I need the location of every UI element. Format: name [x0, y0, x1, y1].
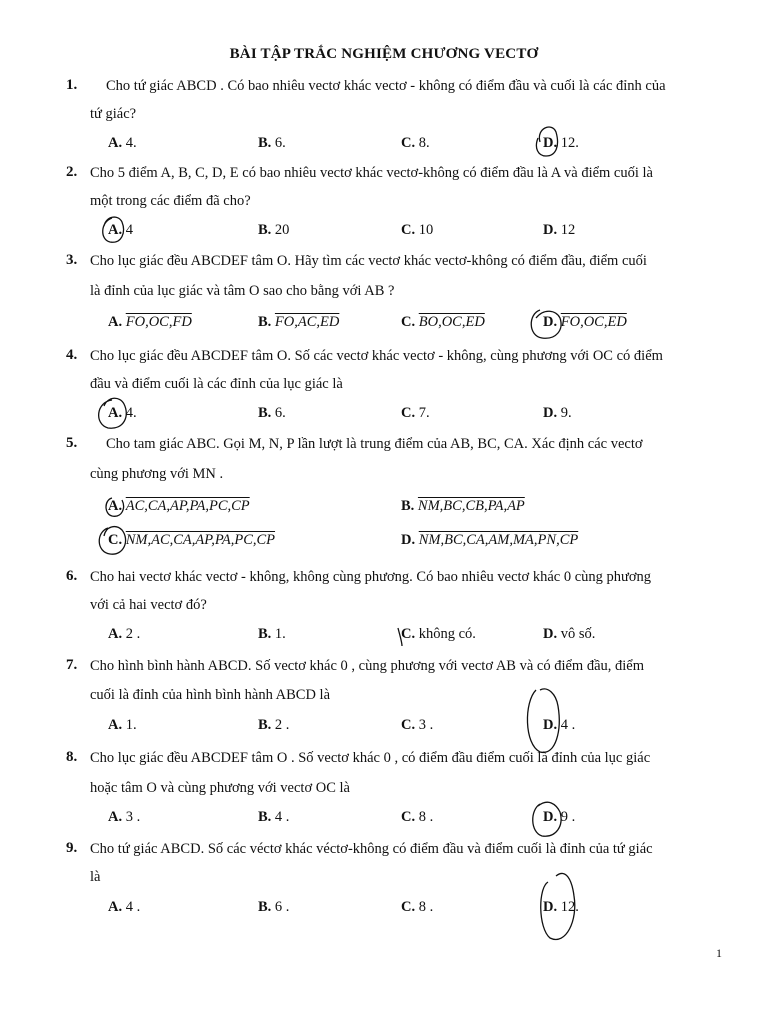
option-b[interactable]	[258, 222, 289, 239]
question-text: là đỉnh của lục giác và tâm O sao cho bằng với AB ?	[90, 283, 395, 299]
question-text: Cho tứ giác ABCD. Số các véctơ khác véctơ-không có điểm đầu và điểm cuối là đỉnh của tứ giác	[90, 841, 653, 857]
option-text: 4	[125, 222, 133, 238]
option-text: 7.	[418, 405, 430, 421]
option-text: BO,OC,ED	[418, 314, 485, 330]
option-label: C.	[401, 899, 416, 915]
question-text: Cho tứ giác ABCD . Có bao nhiêu vectơ khác vectơ - không có điểm đầu và cuối là các đỉnh của	[106, 78, 666, 94]
option-label: C.	[401, 405, 416, 421]
option-label: B.	[258, 717, 272, 733]
option-text: 9 .	[560, 809, 576, 825]
option-b[interactable]	[258, 135, 286, 152]
option-a[interactable]	[108, 626, 140, 643]
option-label: A.	[108, 222, 123, 238]
option-text: 4 .	[274, 809, 290, 825]
option-text: 6 .	[274, 899, 290, 915]
option-label: B.	[258, 405, 272, 421]
option-label: B.	[258, 135, 272, 151]
question-text: tứ giác?	[90, 106, 137, 122]
option-c[interactable]	[401, 314, 485, 331]
question-text: là	[90, 869, 101, 885]
option-a[interactable]	[108, 222, 133, 239]
option-label: B.	[258, 222, 272, 238]
option-b[interactable]	[401, 498, 525, 515]
question-number: 9.	[66, 840, 78, 856]
option-b[interactable]	[258, 626, 286, 643]
option-a[interactable]	[108, 717, 137, 734]
option-text: 6.	[274, 405, 286, 421]
option-c[interactable]	[401, 626, 476, 643]
question-number: 4.	[66, 347, 78, 363]
option-text: 3 .	[125, 809, 141, 825]
option-label: D.	[543, 899, 558, 915]
option-text: 6.	[274, 135, 286, 151]
option-c[interactable]	[401, 222, 433, 239]
option-d[interactable]	[543, 809, 575, 826]
option-c[interactable]	[401, 135, 430, 152]
option-text: 4.	[125, 135, 137, 151]
option-label: D.	[543, 626, 558, 642]
option-text: 12.	[560, 899, 579, 915]
question-number: 1.	[66, 77, 78, 93]
option-text: 10	[418, 222, 434, 238]
question-text: Cho tam giác ABC. Gọi M, N, P lần lượt là trung điểm của AB, BC, CA. Xác định các vectơ	[106, 436, 643, 452]
question-number: 5.	[66, 435, 78, 451]
option-text: 4.	[125, 405, 137, 421]
option-text: 20	[274, 222, 290, 238]
option-text: NM,AC,CA,AP,PA,PC,CP	[125, 532, 276, 548]
option-text: 2 .	[125, 626, 141, 642]
option-d[interactable]	[543, 899, 579, 916]
option-label: D.	[543, 405, 558, 421]
question-number: 7.	[66, 657, 78, 673]
option-label: C.	[401, 135, 416, 151]
option-a[interactable]	[108, 405, 137, 422]
option-label: C.	[401, 717, 416, 733]
option-text: FO,AC,ED	[274, 314, 340, 330]
option-text: 12	[560, 222, 576, 238]
option-label: A.	[108, 498, 123, 514]
option-a[interactable]	[108, 498, 250, 515]
option-label: B.	[258, 626, 272, 642]
option-label: D.	[543, 809, 558, 825]
option-label: C.	[401, 626, 416, 642]
option-label: A.	[108, 717, 123, 733]
option-b[interactable]	[258, 809, 289, 826]
question-text: Cho lục giác đều ABCDEF tâm O. Số các vectơ khác vectơ - không, cùng phương với OC có điểm	[90, 348, 663, 364]
option-a[interactable]	[108, 314, 192, 331]
option-text: 4 .	[560, 717, 576, 733]
option-d[interactable]	[543, 135, 579, 152]
option-text: 8 .	[418, 809, 434, 825]
question-text: cuối là đỉnh của hình bình hành ABCD là	[90, 687, 331, 703]
option-label: B.	[258, 314, 272, 330]
option-label: A.	[108, 809, 123, 825]
option-label: B.	[401, 498, 415, 514]
option-label: C.	[401, 222, 416, 238]
option-text: 2 .	[274, 717, 290, 733]
option-c[interactable]	[401, 809, 433, 826]
option-label: B.	[258, 899, 272, 915]
question-text: Cho hai vectơ khác vectơ - không, không cùng phương. Có bao nhiêu vectơ khác 0 cùng phương	[90, 569, 652, 585]
option-text: AC,CA,AP,PA,PC,CP	[125, 498, 250, 514]
question-text: hoặc tâm O và cùng phương với vectơ OC là	[90, 780, 350, 796]
option-label: A.	[108, 135, 123, 151]
option-text: 1.	[125, 717, 137, 733]
option-text: 3 .	[418, 717, 434, 733]
question-number: 8.	[66, 749, 78, 765]
option-label: C.	[401, 809, 416, 825]
option-c[interactable]	[401, 405, 430, 422]
question-text: đầu và điểm cuối là các đỉnh của lục giác là	[90, 376, 343, 392]
question-text: Cho hình bình hành ABCD. Số vectơ khác 0 , cùng phương với vectơ AB và có điểm đầu, điểm	[90, 658, 645, 674]
option-a[interactable]	[108, 135, 137, 152]
option-text: 8 .	[418, 899, 434, 915]
option-text: 12.	[560, 135, 579, 151]
option-b[interactable]	[258, 314, 339, 331]
option-b[interactable]	[258, 899, 289, 916]
question-number: 3.	[66, 252, 78, 268]
option-c[interactable]	[401, 899, 433, 916]
option-text: NM,BC,CA,AM,MA,PN,CP	[418, 532, 579, 548]
question-text: một trong các điểm đã cho?	[90, 193, 251, 209]
option-text: vô số.	[560, 626, 596, 642]
option-text: 4 .	[125, 899, 141, 915]
option-label: A.	[108, 626, 123, 642]
option-label: C.	[401, 314, 416, 330]
option-b[interactable]	[258, 717, 289, 734]
option-label: D.	[543, 222, 558, 238]
option-label: D.	[401, 532, 416, 548]
option-text: 8.	[418, 135, 430, 151]
option-label: D.	[543, 314, 558, 330]
question-text: cùng phương với MN .	[90, 466, 224, 482]
question-number: 6.	[66, 568, 78, 584]
question-number: 2.	[66, 164, 78, 180]
question-text: Cho lục giác đều ABCDEF tâm O . Số vectơ khác 0 , có điểm đầu điểm cuối là đỉnh của lục giác	[90, 750, 651, 766]
option-text: NM,BC,CB,PA,AP	[417, 498, 525, 514]
option-label: D.	[543, 135, 558, 151]
page-number: 1	[716, 946, 722, 960]
option-label: A.	[108, 899, 123, 915]
option-text: FO,OC,ED	[560, 314, 627, 330]
option-d[interactable]	[543, 314, 627, 331]
option-text: FO,OC,FD	[125, 314, 192, 330]
option-label: B.	[258, 809, 272, 825]
option-label: C.	[108, 532, 123, 548]
option-a[interactable]	[108, 809, 140, 826]
option-b[interactable]	[258, 405, 286, 422]
question-text: Cho 5 điểm A, B, C, D, E có bao nhiêu vectơ khác vectơ-không có điểm đầu là A và điểm cuối là	[90, 165, 653, 181]
option-text: không có.	[418, 626, 476, 642]
option-a[interactable]	[108, 899, 140, 916]
option-c[interactable]	[401, 717, 433, 734]
option-d[interactable]	[543, 717, 575, 734]
option-d[interactable]	[543, 222, 575, 239]
option-text: 9.	[560, 405, 572, 421]
option-label: D.	[543, 717, 558, 733]
option-label: A.	[108, 314, 123, 330]
option-d[interactable]	[543, 626, 595, 643]
option-d[interactable]	[401, 532, 578, 549]
page-title: BÀI TẬP TRẮC NGHIỆM CHƯƠNG VECTƠ	[229, 46, 539, 62]
option-text: 1.	[274, 626, 286, 642]
option-label: A.	[108, 405, 123, 421]
option-c[interactable]	[108, 532, 275, 549]
option-d[interactable]	[543, 405, 572, 422]
question-text: với cả hai vectơ đó?	[90, 597, 207, 613]
question-text: Cho lục giác đều ABCDEF tâm O. Hãy tìm các vectơ khác vectơ-không có điểm đầu, điểm cuối	[90, 253, 647, 269]
